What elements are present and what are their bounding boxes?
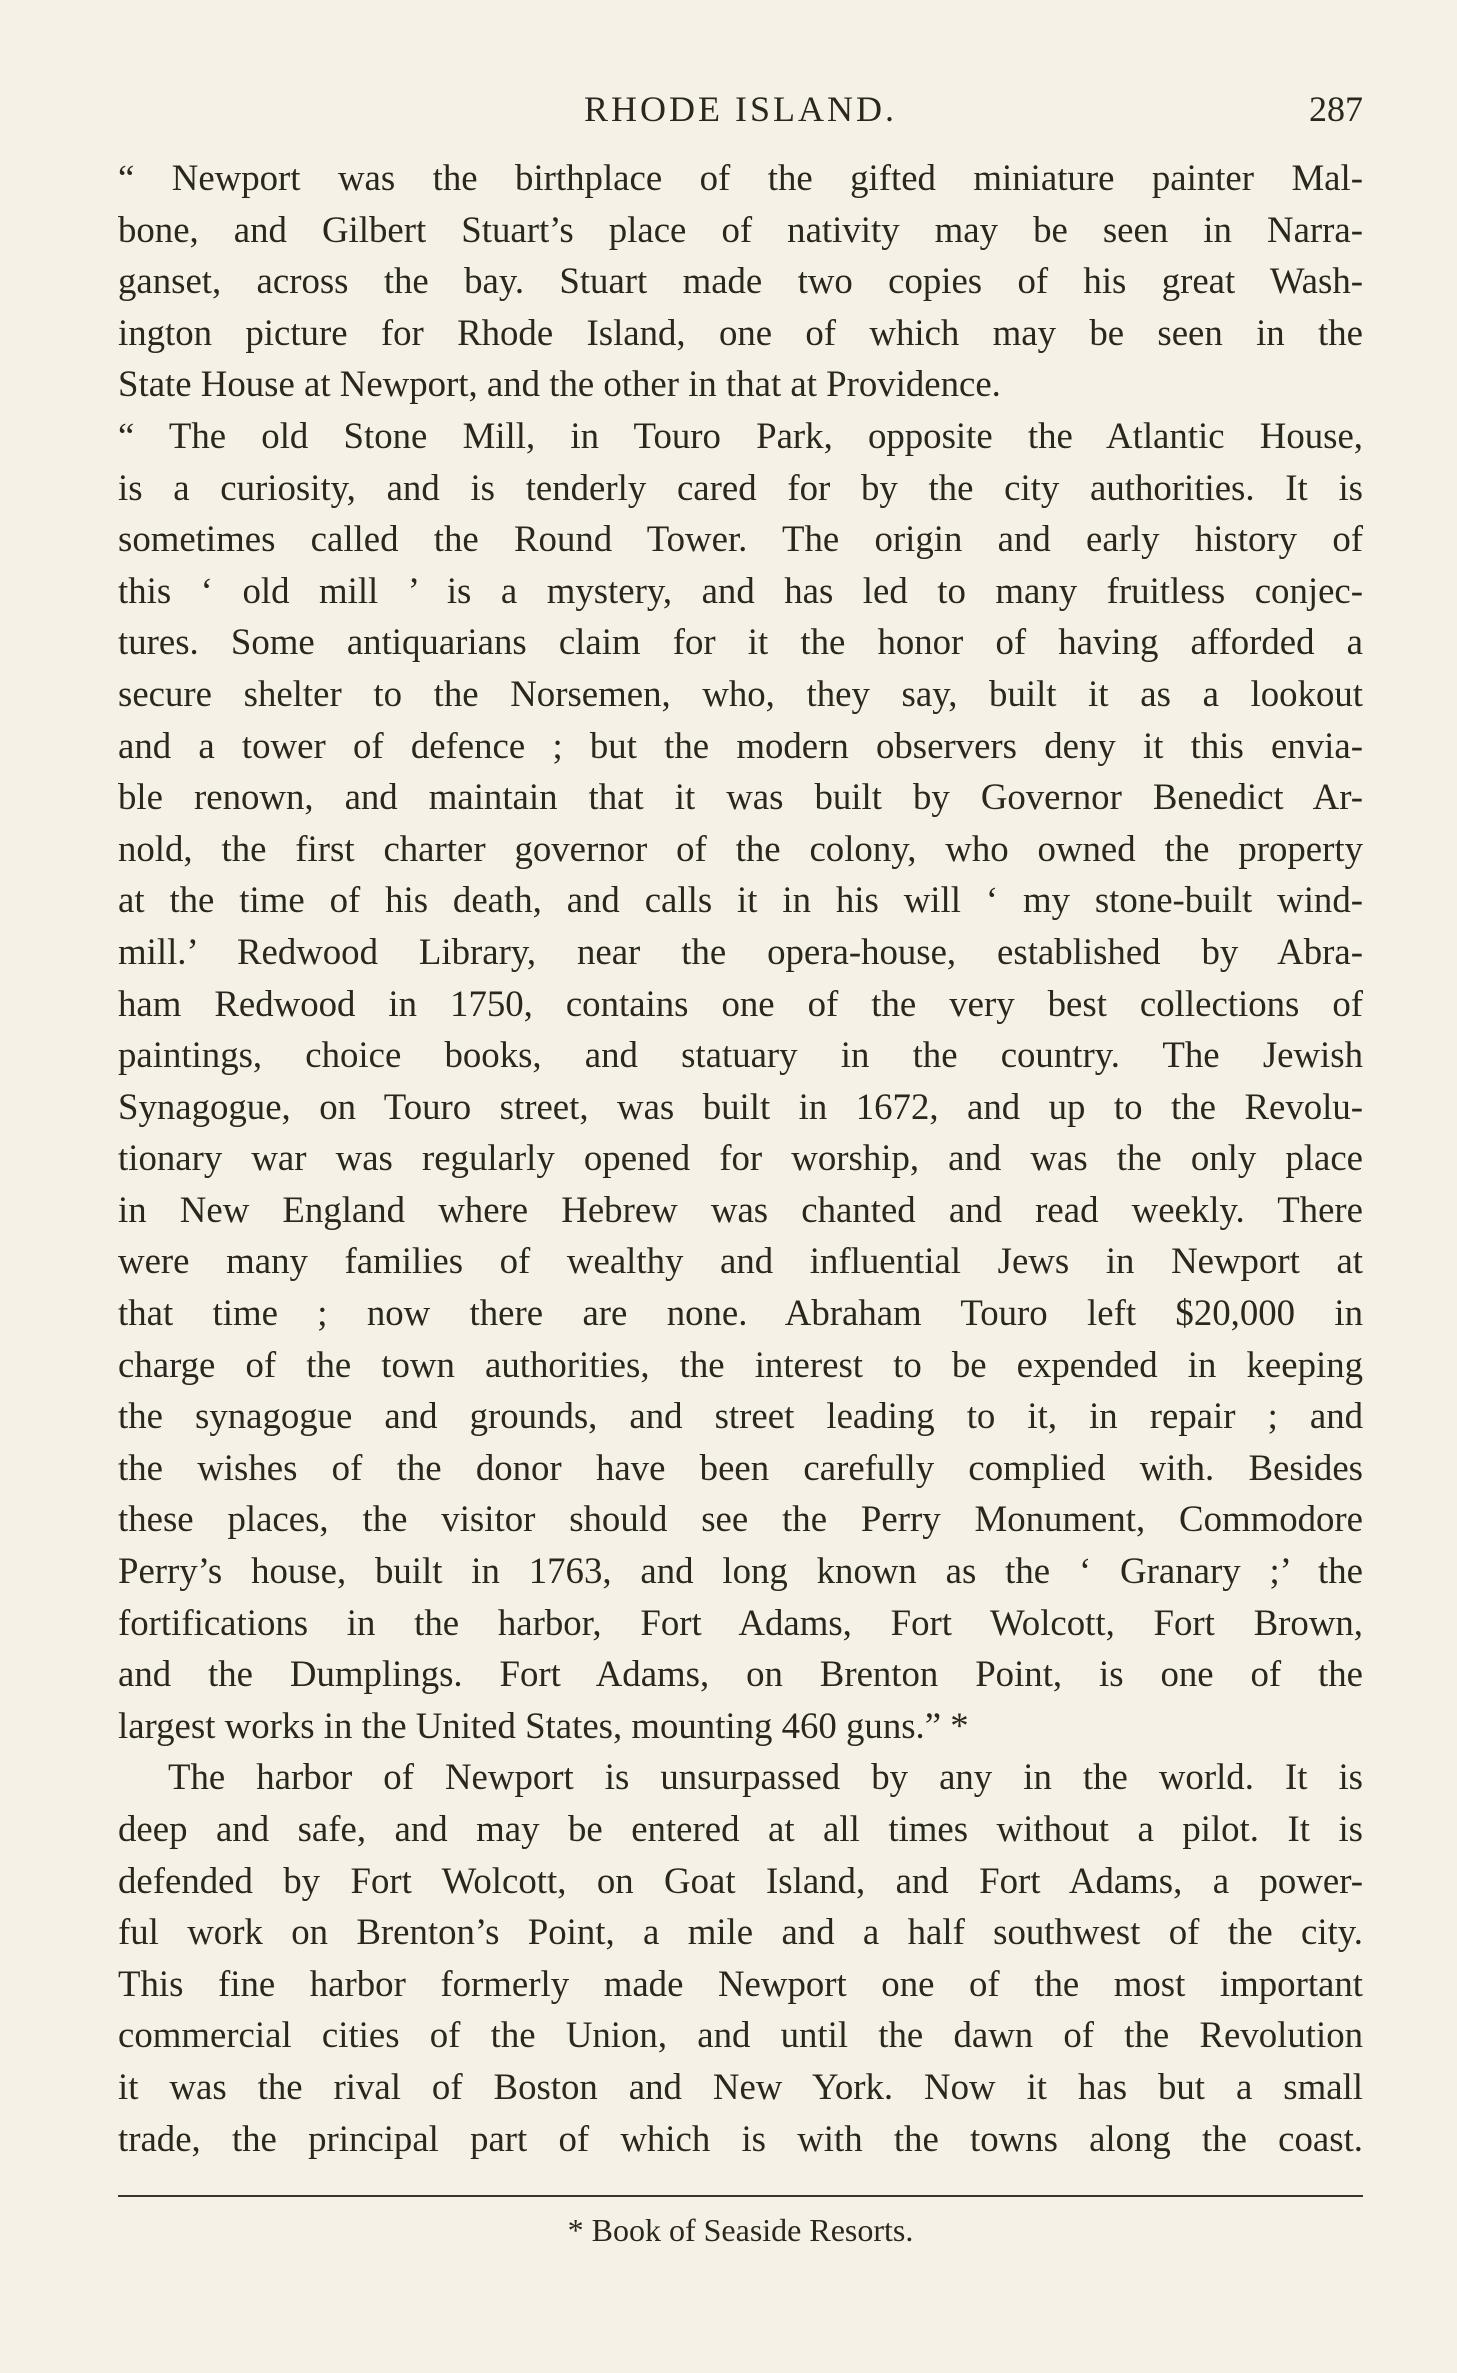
text-line: The harbor of Newport is unsurpassed by any in the world. It is: [168, 1756, 1363, 1798]
text-line: and the Dumplings. Fort Adams, on Brenton Point, is one of the: [118, 1653, 1363, 1695]
text-line: deep and safe, and may be entered at all times without a pilot. It is: [118, 1808, 1363, 1849]
text-line: ham Redwood in 1750, contains one of the very best collections of: [118, 982, 1363, 1024]
text-line: the wishes of the donor have been carefully complied with. Besides: [118, 1446, 1363, 1488]
text-line: trade, the principal part of which is with the towns along the coast.: [118, 2117, 1363, 2159]
page-number: 287: [1309, 89, 1363, 129]
text-line: ful work on Brenton’s Point, a mile and a half southwest of the city.: [118, 1911, 1363, 1953]
text-line: defended by Fort Wolcott, on Goat Island, and Fort Adams, a power-: [118, 1859, 1363, 1901]
text-line: that time ; now there are none. Abraham Touro left $20,000 in: [118, 1292, 1363, 1334]
text-line: largest works in the United States, mounting 460 guns.” *: [118, 1704, 969, 1746]
text-line: tionary war was regularly opened for worship, and was the only place: [118, 1137, 1363, 1179]
text-line: ington picture for Rhode Island, one of which may be seen in the: [118, 311, 1363, 353]
running-head: [118, 88, 1363, 138]
text-line: charge of the town authorities, the interest to be expended in keeping: [118, 1343, 1363, 1385]
text-line: it was the rival of Boston and New York. Now it has but a small: [118, 2065, 1363, 2107]
text-line: Synagogue, on Touro street, was built in 1672, and up to the Revolu-: [118, 1085, 1363, 1127]
text-line: were many families of wealthy and influential Jews in Newport at: [118, 1240, 1363, 1282]
text-line: in New England where Hebrew was chanted and read weekly. There: [118, 1188, 1363, 1230]
text-line: sometimes called the Round Tower. The origin and early history of: [118, 518, 1363, 560]
text-line: “ The old Stone Mill, in Touro Park, opposite the Atlantic House,: [118, 414, 1363, 456]
text-line: State House at Newport, and the other in that at Providence.: [118, 363, 1001, 405]
text-line: bone, and Gilbert Stuart’s place of nativity may be seen in Narra-: [118, 208, 1363, 250]
text-line: Perry’s house, built in 1763, and long known as the ‘ Granary ;’ the: [118, 1550, 1363, 1592]
body-text: [118, 152, 1363, 2164]
footnote-rule: [118, 2195, 1363, 2197]
text-line: fortifications in the harbor, Fort Adams, Fort Wolcott, Fort Brown,: [118, 1601, 1363, 1643]
text-line: nold, the first charter governor of the colony, who owned the property: [118, 827, 1363, 869]
text-line: tures. Some antiquarians claim for it the honor of having afforded a: [118, 621, 1363, 663]
text-line: the synagogue and grounds, and street leading to it, in repair ; and: [118, 1395, 1363, 1437]
footnote: * Book of Seaside Resorts.: [567, 2212, 914, 2248]
running-title: RHODE ISLAND.: [584, 89, 897, 129]
text-line: secure shelter to the Norsemen, who, they say, built it as a lookout: [118, 672, 1363, 714]
text-line: ganset, across the bay. Stuart made two copies of his great Wash-: [118, 260, 1363, 302]
text-line: mill.’ Redwood Library, near the opera-house, established by Abra-: [118, 930, 1363, 972]
text-line: at the time of his death, and calls it in his will ‘ my stone-built wind-: [118, 879, 1363, 921]
text-line: This fine harbor formerly made Newport one of the most important: [118, 1962, 1363, 2004]
text-line: and a tower of defence ; but the modern observers deny it this envia-: [118, 724, 1363, 766]
text-line: ble renown, and maintain that it was built by Governor Benedict Ar-: [118, 776, 1363, 818]
text-line: paintings, choice books, and statuary in the country. The Jewish: [118, 1034, 1363, 1076]
text-line: “ Newport was the birthplace of the gifted miniature painter Mal-: [118, 157, 1363, 198]
text-line: this ‘ old mill ’ is a mystery, and has led to many fruitless conjec-: [118, 569, 1363, 611]
text-line: is a curiosity, and is tenderly cared for by the city authorities. It is: [118, 466, 1363, 508]
text-line: commercial cities of the Union, and until the dawn of the Revolution: [118, 2014, 1363, 2056]
text-line: these places, the visitor should see the Perry Monument, Commodore: [118, 1498, 1363, 1540]
